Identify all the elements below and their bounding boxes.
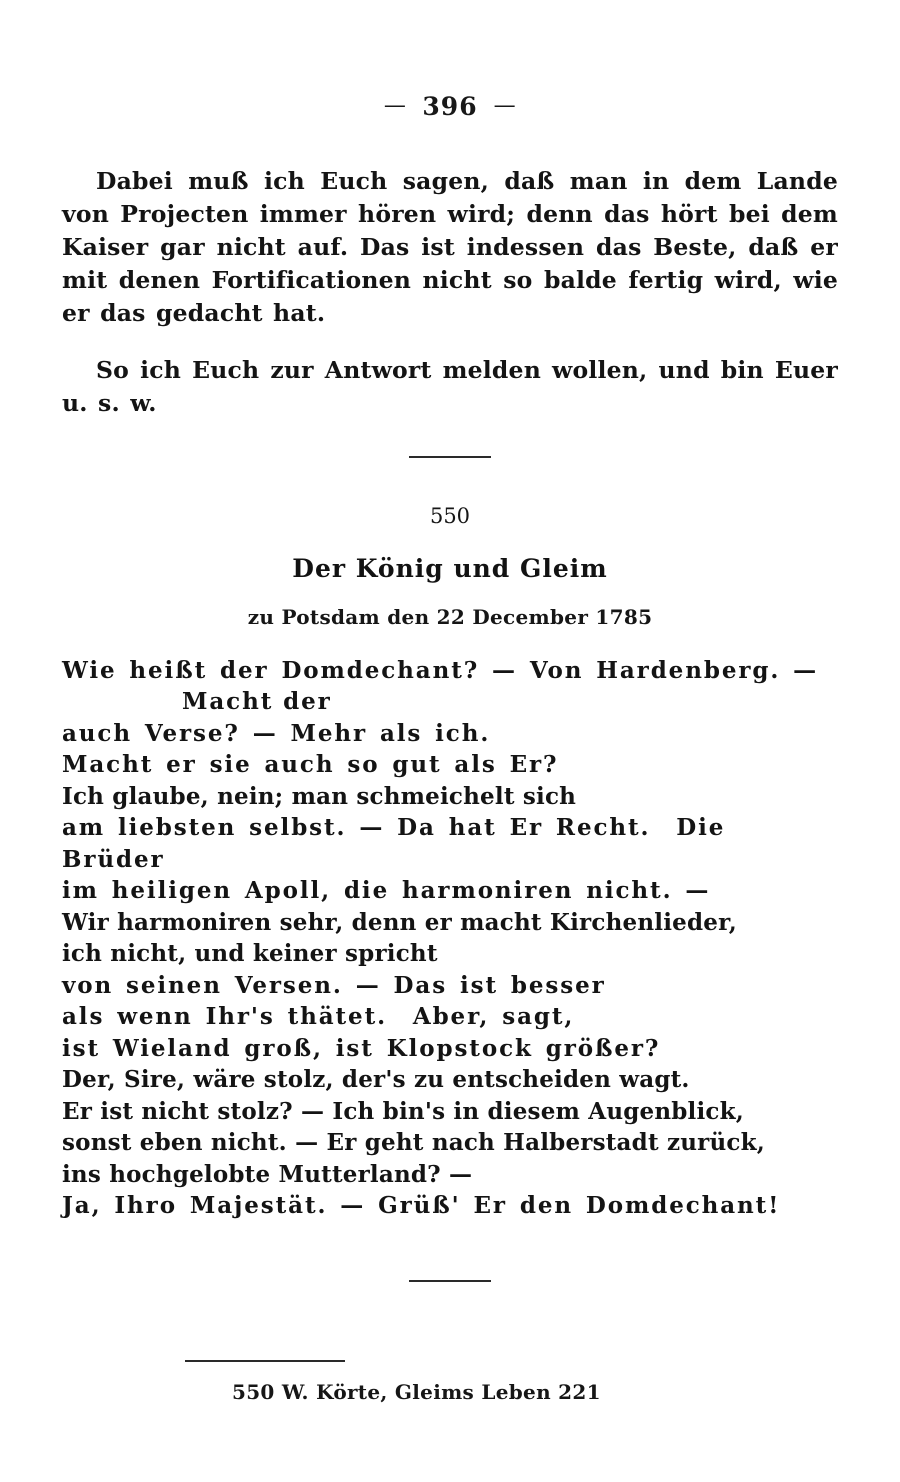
poem-line: Ich glaube, nein; man schmeichelt sich	[62, 782, 577, 810]
page-header	[0, 92, 900, 121]
page-header-dash-right: —	[493, 93, 517, 118]
poem-line: ins hochgelobte Mutterland? —	[62, 1160, 473, 1188]
letter-body	[62, 165, 838, 420]
poem-line: Er ist nicht stolz? — Ich bin's in diesem Augenblick,	[62, 1097, 744, 1125]
poem-line: Macht der	[182, 688, 332, 715]
poem-number: 550	[429, 503, 471, 528]
poem-line: im heiligen Apoll, die harmoniren nicht. —	[62, 877, 711, 904]
poem-line: ich nicht, und keiner spricht	[62, 940, 438, 967]
poem-line: Wir harmoniren sehr, denn er macht Kirchenlieder,	[62, 908, 737, 936]
poem-title: Der König und Gleim	[292, 553, 608, 583]
document-page	[0, 92, 900, 1482]
poem-body	[62, 655, 838, 1222]
footnote-text: 550 W. Körte, Gleims Leben 221	[232, 1380, 601, 1404]
poem-line: Wie heißt der Domdechant? — Von Hardenberg. —	[62, 656, 819, 684]
page-header-dash-left: —	[383, 93, 407, 118]
footnote-separator-rule	[185, 1360, 345, 1362]
poem-line: am liebsten selbst. — Da hat Er Recht. Die Brüder	[62, 814, 739, 873]
poem-line: Macht er sie auch so gut als Er?	[62, 751, 559, 778]
poem-line: Der, Sire, wäre stolz, der's zu entscheiden wagt.	[62, 1066, 690, 1093]
footnote-area	[0, 1360, 900, 1404]
poem-line: als wenn Ihr's thätet. Aber, sagt,	[62, 1003, 575, 1030]
letter-paragraph: Dabei muß ich Euch sagen, daß man in dem Lande von Projecten immer hören wird; denn das hört bei dem Kaiser gar nicht auf. Das ist indessen das Beste, daß er mit denen Fortificationen nicht so balde fertig wird, wie er das gedacht hat.	[62, 167, 838, 327]
poem-line: Ja, Ihro Majestät. — Grüß' Er den Domdechant!	[62, 1192, 781, 1219]
page-number: 396	[422, 92, 478, 121]
letter-paragraph: So ich Euch zur Antwort melden wollen, und bin Euer u. s. w.	[62, 355, 838, 417]
poem-line: von seinen Versen. — Das ist besser	[62, 971, 606, 999]
poem-end-rule	[409, 1280, 491, 1282]
poem-line: auch Verse? — Mehr als ich.	[62, 719, 491, 747]
section-divider-rule	[409, 456, 491, 458]
poem-line: ist Wieland groß, ist Klopstock größer?	[62, 1034, 661, 1062]
poem-subtitle: zu Potsdam den 22 December 1785	[247, 604, 653, 629]
poem-line: sonst eben nicht. — Er geht nach Halberstadt zurück,	[62, 1129, 765, 1156]
